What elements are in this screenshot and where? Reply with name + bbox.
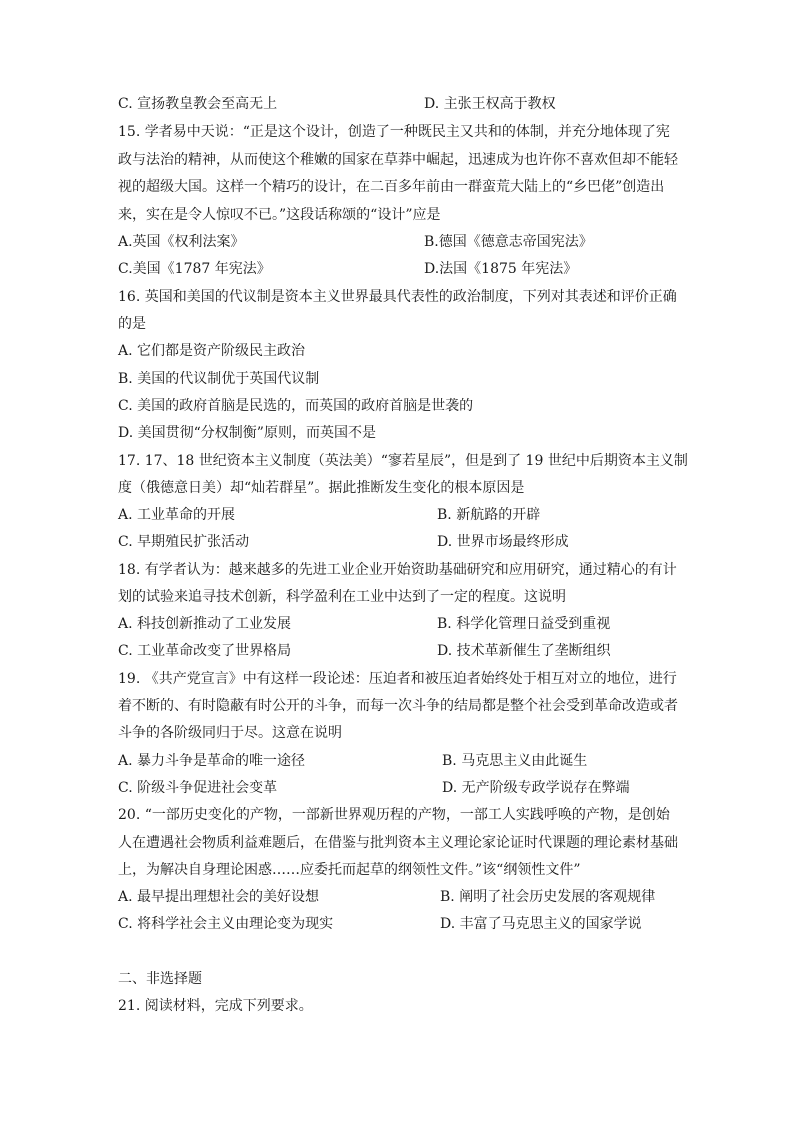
- q20-stem-line-3: 上，为解决自身理论困惑……应委托而起草的纲领性文件。”该“纲领性文件”: [118, 862, 581, 878]
- q19-stem-line-2: 着不断的、有时隐蔽有时公开的斗争，而每一次斗争的结局都是整个社会受到革命改造或者: [118, 698, 678, 714]
- q21-prompt: 21. 阅读材料，完成下列要求。: [118, 998, 313, 1014]
- q20-option-c: C. 将科学社会主义由理论变为现实: [118, 916, 334, 932]
- q14-option-d: D. 主张王权高于教权: [424, 96, 556, 112]
- q17-stem-line-2: 度（俄德意日美）却“灿若群星”。据此推断发生变化的根本原因是: [118, 480, 525, 496]
- q15-option-d: D.法国《1875 年宪法》: [424, 261, 578, 277]
- q16-option-b: B. 美国的代议制优于英国代议制: [118, 371, 320, 387]
- q18-stem-line-1: 18. 有学者认为：越来越多的先进工业企业开始资助基础研究和应用研究，通过精心的有计: [118, 562, 677, 578]
- q19-option-c: C. 阶级斗争促进社会变革: [118, 780, 278, 796]
- q20-option-a: A. 最早提出理想社会的美好设想: [118, 889, 320, 905]
- q15-stem-line-3: 视的超级大国。这样一个精巧的设计，在二百多年前由一群蛮荒大陆上的“乡巴佬”创造出: [118, 179, 665, 195]
- q16-option-c: C. 美国的政府首脑是民选的，而英国的政府首脑是世袭的: [118, 398, 474, 414]
- q16-option-d: D. 美国贯彻“分权制衡”原则，而英国不是: [118, 425, 376, 441]
- q19-option-b: B. 马克思主义由此诞生: [442, 753, 588, 769]
- q15-option-c: C.美国《1787 年宪法》: [118, 261, 271, 277]
- q17-option-a: A. 工业革命的开展: [118, 507, 236, 523]
- q17-option-c: C. 早期殖民扩张活动: [118, 534, 250, 550]
- q16-stem-line-2: 的是: [118, 316, 146, 332]
- q15-stem-line-4: 来，实在是令人惊叹不已。”这段话称颂的“设计”应是: [118, 207, 441, 223]
- q18-option-b: B. 科学化管理日益受到重视: [437, 616, 611, 632]
- q20-stem-line-2: 人在遭遇社会物质利益难题后，在借鉴与批判资本主义理论家论证时代课题的理论素材基础: [118, 835, 678, 851]
- q15-option-a: A.英国《权利法案》: [118, 234, 245, 250]
- q20-option-d: D. 丰富了马克思主义的国家学说: [440, 916, 642, 932]
- q18-option-a: A. 科技创新推动了工业发展: [118, 616, 292, 632]
- q15-option-b: B.德国《德意志帝国宪法》: [424, 234, 593, 250]
- q17-option-d: D. 世界市场最终形成: [437, 534, 569, 550]
- q14-option-c: C. 宣扬教皇教会至高无上: [118, 96, 278, 112]
- q15-stem-line-1: 15. 学者易中天说：“正是这个设计，创造了一种既民主又共和的体制，并充分地体现了宪: [118, 124, 670, 140]
- q18-option-d: D. 技术革新催生了垄断组织: [437, 643, 611, 659]
- q20-option-b: B. 阐明了社会历史发展的客观规律: [440, 889, 656, 905]
- q17-option-b: B. 新航路的开辟: [437, 507, 541, 523]
- section-heading: 二、非选择题: [118, 971, 202, 987]
- q19-option-d: D. 无产阶级专政学说存在弊端: [442, 780, 630, 796]
- q18-stem-line-2: 划的试验来追寻技术创新，科学盈利在工业中达到了一定的程度。这说明: [118, 589, 566, 605]
- q19-stem-line-1: 19. 《共产党宣言》中有这样一段论述：压迫者和被压迫者始终处于相互对立的地位，进行: [118, 671, 677, 687]
- q20-stem-line-1: 20. “一部历史变化的产物，一部新世界观历程的产物，一部工人实践呼唤的产物，是创始: [118, 807, 670, 823]
- q16-option-a: A. 它们都是资产阶级民主政治: [118, 343, 306, 359]
- q15-stem-line-2: 政与法治的精神，从而使这个稚嫩的国家在草莽中崛起，迅速成为也许你不喜欢但却不能轻: [118, 152, 678, 168]
- q19-option-a: A. 暴力斗争是革命的唯一途径: [118, 753, 306, 769]
- q17-stem-line-1: 17. 17、18 世纪资本主义制度（英法美）“寥若星辰”，但是到了 19 世纪中后期资本主义制: [118, 453, 688, 469]
- q19-stem-line-3: 斗争的各阶级同归于尽。这意在说明: [118, 725, 342, 741]
- q16-stem-line-1: 16. 英国和美国的代议制是资本主义世界最具代表性的政治制度，下列对其表述和评价正确: [118, 289, 677, 305]
- q18-option-c: C. 工业革命改变了世界格局: [118, 643, 292, 659]
